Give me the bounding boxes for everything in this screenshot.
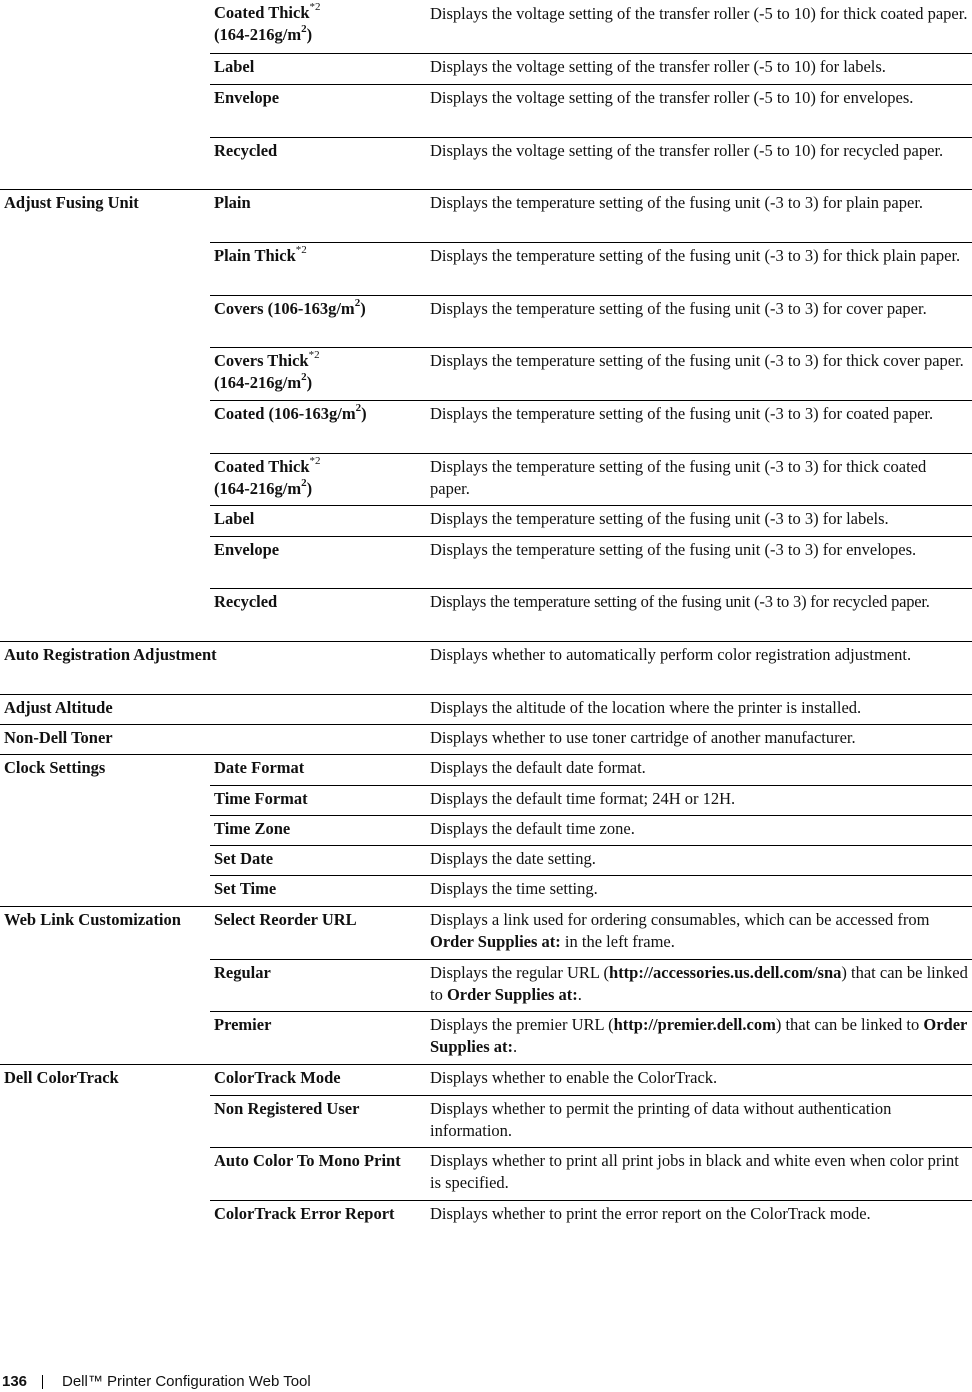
setting-name: Time Zone — [214, 819, 291, 838]
group-label: Dell ColorTrack — [4, 1068, 119, 1087]
table-row — [0, 295, 972, 347]
setting-name: Set Time — [214, 879, 277, 898]
setting-name: Date Format — [214, 758, 305, 777]
table-row — [0, 875, 972, 906]
setting-name: Envelope — [214, 88, 280, 107]
setting-description: Displays whether to use toner cartridge of another manufacturer. — [430, 728, 856, 747]
footer-divider — [42, 1375, 43, 1389]
table-row — [0, 1095, 972, 1147]
table-row — [0, 347, 972, 400]
setting-description: Displays the voltage setting of the transfer roller (-5 to 10) for thick coated paper. — [430, 4, 968, 23]
table-row — [0, 53, 972, 84]
setting-name: Auto Registration Adjustment — [4, 645, 217, 664]
setting-description: Displays whether to permit the printing of data without authentication information. — [430, 1099, 892, 1140]
group-label: Web Link Customization — [4, 910, 181, 929]
table-row — [0, 724, 972, 754]
setting-name: Select Reorder URL — [214, 910, 357, 929]
setting-description: Displays the temperature setting of the fusing unit (-3 to 3) for recycled paper. — [430, 592, 930, 611]
setting-description: Displays whether to automatically perform color registration adjustment. — [430, 645, 912, 664]
table-row — [0, 959, 972, 1011]
table-row — [0, 1200, 972, 1231]
table-row — [0, 1011, 972, 1064]
setting-name: Envelope — [214, 540, 280, 559]
setting-name: Label — [214, 509, 255, 528]
setting-description: Displays the regular URL (http://accessories.us.dell.com/sna) that can be linked to Order Supplies at:. — [430, 963, 968, 1004]
footer-title: Dell™ Printer Configuration Web Tool — [62, 1373, 311, 1390]
group-label: Adjust Fusing Unit — [4, 193, 139, 212]
setting-name: Plain Thick$^{*2}$ — [214, 244, 307, 265]
table-row — [0, 754, 972, 785]
setting-name: Time Format — [214, 789, 308, 808]
table-row — [0, 1147, 972, 1200]
setting-description: Displays whether to enable the ColorTrack. — [430, 1068, 718, 1087]
setting-description: Displays the temperature setting of the fusing unit (-3 to 3) for plain paper. — [430, 193, 924, 212]
setting-name: Regular — [214, 963, 271, 982]
setting-name: Covers $(106-163g/m^2)$ — [214, 297, 366, 318]
setting-name: Adjust Altitude — [4, 698, 113, 717]
table-row — [0, 242, 972, 295]
setting-description: Displays the temperature setting of the fusing unit (-3 to 3) for labels. — [430, 509, 889, 528]
setting-description: Displays the default date format. — [430, 758, 646, 777]
setting-name: Coated Thick$^{*2}$ $(164-216g/m^2)$ — [214, 455, 321, 498]
table-row — [0, 189, 972, 242]
setting-name: Non Registered User — [214, 1099, 360, 1118]
table-row — [0, 845, 972, 875]
setting-description: Displays the temperature setting of the fusing unit (-3 to 3) for envelopes. — [430, 540, 917, 559]
setting-name: Non-Dell Toner — [4, 728, 113, 747]
setting-description: Displays the temperature setting of the fusing unit (-3 to 3) for thick plain paper. — [430, 246, 961, 265]
setting-description: Displays whether to print all print jobs in black and white even when color print is specified. — [430, 1151, 959, 1192]
setting-description: Displays the voltage setting of the transfer roller (-5 to 10) for recycled paper. — [430, 141, 944, 160]
table-row — [0, 785, 972, 815]
setting-description: Displays the default time format; 24H or 12H. — [430, 789, 736, 808]
setting-name: Label — [214, 57, 255, 76]
setting-description: Displays the premier URL (http://premier.dell.com) that can be linked to Order Supplies at:. — [430, 1015, 968, 1056]
setting-description: Displays the temperature setting of the fusing unit (-3 to 3) for thick coated paper. — [430, 457, 927, 498]
table-row — [0, 0, 972, 53]
table-row — [0, 137, 972, 189]
setting-name: Premier — [214, 1015, 272, 1034]
setting-name: Covers Thick$^{*2}$ $(164-216g/m^2)$ — [214, 349, 320, 392]
setting-description: Displays the voltage setting of the transfer roller (-5 to 10) for envelopes. — [430, 88, 914, 107]
setting-name: Coated Thick$^{*2}$ $(164-216g/m^2)$ — [214, 1, 321, 44]
table-row — [0, 641, 972, 694]
setting-name: Recycled — [214, 141, 278, 160]
setting-description: Displays the temperature setting of the fusing unit (-3 to 3) for coated paper. — [430, 404, 934, 423]
table-row — [0, 536, 972, 588]
setting-name: Recycled — [214, 592, 278, 611]
setting-description: Displays the temperature setting of the fusing unit (-3 to 3) for cover paper. — [430, 299, 927, 318]
setting-name: Coated $(106-163g/m^2)$ — [214, 402, 367, 423]
page-number: 136 — [2, 1373, 28, 1390]
table-row — [0, 1064, 972, 1095]
setting-description: Displays the voltage setting of the transfer roller (-5 to 10) for labels. — [430, 57, 886, 76]
table-row — [0, 588, 972, 641]
table-row — [0, 694, 972, 724]
table-row — [0, 400, 972, 453]
setting-description: Displays the temperature setting of the fusing unit (-3 to 3) for thick cover paper. — [430, 351, 964, 370]
setting-description: Displays a link used for ordering consumables, which can be accessed from Order Supplies at: in the left frame. — [430, 910, 930, 951]
setting-name: Auto Color To Mono Print — [214, 1151, 401, 1170]
table-row — [0, 505, 972, 536]
setting-name: Plain — [214, 193, 251, 212]
setting-name: Set Date — [214, 849, 274, 868]
table-row — [0, 84, 972, 137]
setting-description: Displays the altitude of the location where the printer is installed. — [430, 698, 862, 717]
setting-description: Displays the default time zone. — [430, 819, 635, 838]
setting-description: Displays the time setting. — [430, 879, 598, 898]
setting-description: Displays the date setting. — [430, 849, 596, 868]
table-row — [0, 815, 972, 845]
setting-name: ColorTrack Mode — [214, 1068, 341, 1087]
table-row — [0, 453, 972, 505]
setting-description: Displays whether to print the error report on the ColorTrack mode. — [430, 1204, 871, 1223]
group-label: Clock Settings — [4, 758, 106, 777]
setting-name: ColorTrack Error Report — [214, 1204, 395, 1223]
table-row — [0, 906, 972, 959]
